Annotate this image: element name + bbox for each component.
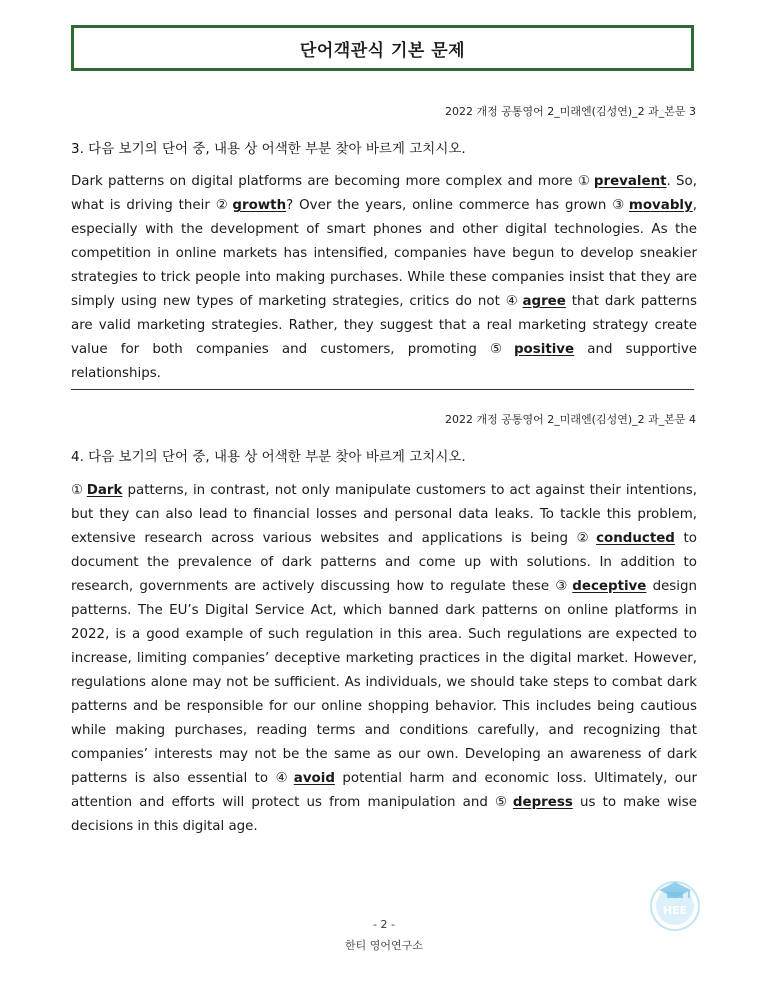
choice-word: positive — [513, 342, 575, 357]
choice-marker: ② — [576, 531, 594, 546]
choice-word: growth — [232, 198, 287, 213]
passage-text: us to make wise decisions in this digital age. — [71, 795, 697, 834]
page-number: - 2 - — [373, 918, 395, 931]
question-1: 3. 다음 보기의 단어 중, 내용 상 어색한 부분 찾아 바르게 고치시오. — [71, 141, 466, 157]
choice-marker: ⑤ — [495, 795, 510, 810]
choice-marker: ④ — [275, 771, 291, 786]
passage-text: , especially with the development of smart phones and other digital technologies. As the competition in online markets has intensified, companies have begun to develop sneakier strategies to trick people into making purchases. While these companies insist that they are simply using new types of marketing strategies, critics do not — [71, 198, 697, 309]
choice-marker: ④ — [505, 294, 520, 309]
page-title-box — [71, 25, 694, 71]
question-2: 4. 다음 보기의 단어 중, 내용 상 어색한 부분 찾아 바르게 고치시오. — [71, 449, 466, 465]
passage-1 — [71, 170, 697, 386]
passage-text: that dark patterns are valid marketing strategies. Rather, they suggest that a real marketing strategy create value for both companies and customers, promoting — [71, 294, 697, 357]
choice-word: agree — [522, 294, 566, 309]
choice-word: movably — [628, 198, 693, 213]
choice-word: avoid — [293, 771, 335, 786]
choice-word: Dark — [86, 483, 123, 498]
choice-word: deceptive — [572, 579, 647, 594]
choice-marker: ② — [215, 198, 230, 213]
choice-marker: ③ — [555, 579, 570, 594]
choice-marker: ⑤ — [490, 342, 511, 357]
passage-text: . So, what is driving their — [71, 174, 697, 213]
choice-marker: ③ — [612, 198, 626, 213]
divider — [71, 389, 694, 390]
source-label-1: 2022 개정 공통영어 2_미래엔(김성연)_2 과_본문 3 — [445, 105, 696, 118]
choice-marker: ① — [577, 174, 591, 189]
passage-text: patterns, in contrast, not only manipulate customers to act against their intentions, but they can also lead to financial losses and personal data leaks. To tackle this problem, extensive research across various websites and applications is being — [71, 483, 697, 546]
graduation-cap-icon — [647, 876, 703, 932]
choice-word: prevalent — [593, 174, 667, 189]
passage-2 — [71, 479, 697, 839]
passage-text: ? Over the years, online commerce has grown — [286, 198, 613, 213]
logo-text: HEE — [662, 904, 688, 917]
choice-marker: ① — [71, 483, 84, 498]
passage-text: to document the prevalence of dark patterns and come up with solutions. In addition to research, governments are actively discussing how to regulate these — [71, 531, 698, 594]
passage-text: and supportive relationships. — [71, 342, 697, 381]
choice-word: depress — [512, 795, 573, 810]
footer-institute: 한티 영어연구소 — [345, 939, 423, 952]
passage-text: Dark patterns on digital platforms are becoming more complex and more — [71, 174, 578, 189]
page-title: 단어객관식 기본 문제 — [299, 40, 466, 61]
passage-text: potential harm and economic loss. Ultimately, our attention and efforts will protect us from manipulation and — [71, 771, 697, 810]
choice-word: conducted — [596, 531, 675, 546]
source-label-2: 2022 개정 공통영어 2_미래엔(김성연)_2 과_본문 4 — [445, 413, 696, 426]
passage-text: design patterns. The EU’s Digital Service Act, which banned dark patterns on online platforms in 2022, is a good example of such regulation in this area. Such regulations are expected to increase, limiting companies’ deceptive marketing practices in the digital market. However, regulations alone may not be sufficient. As individuals, we should take steps to combat dark patterns and be responsible for our online shopping behavior. This includes being cautious while making purchases, reading terms and conditions carefully, and recognizing that companies’ interests may not be the same as our own. Developing an awareness of dark patterns is also essential to — [71, 579, 697, 786]
